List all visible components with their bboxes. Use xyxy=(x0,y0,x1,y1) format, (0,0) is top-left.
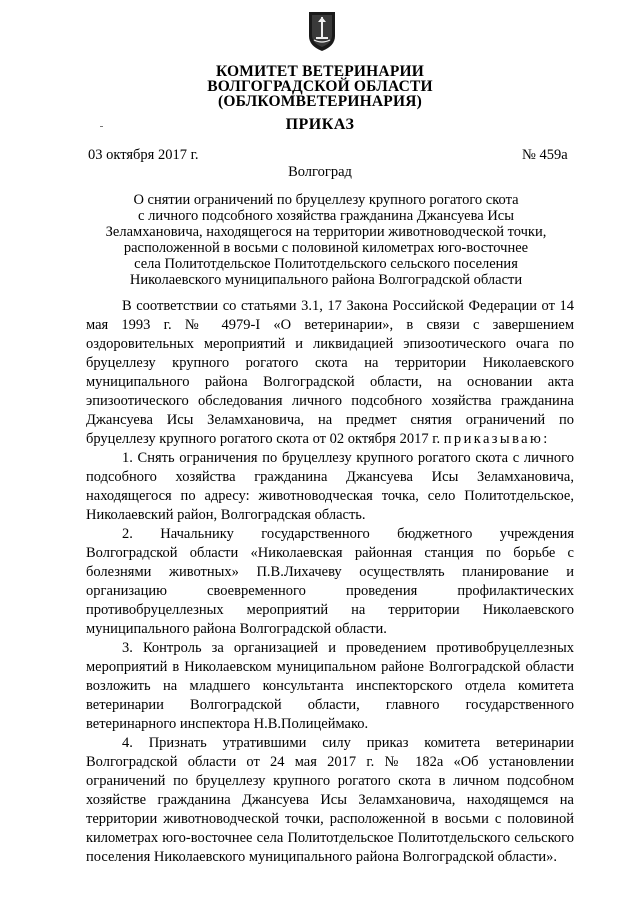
coat-of-arms-icon xyxy=(307,10,337,52)
org-line-1: КОМИТЕТ ВЕТЕРИНАРИИ xyxy=(216,63,424,80)
title-line: Николаевского муниципального района Волгоградской области xyxy=(129,272,523,288)
order-directive: приказываю: xyxy=(443,431,550,447)
order-number: № 459а xyxy=(522,147,568,163)
preamble-paragraph xyxy=(86,297,574,449)
org-line-2: ВОЛГОГРАДСКОЙ ОБЛАСТИ xyxy=(207,78,433,95)
order-city: Волгоград xyxy=(288,164,352,180)
document-type: ПРИКАЗ xyxy=(285,116,355,133)
order-date: 03 октября 2017 г. xyxy=(88,147,199,163)
order-body xyxy=(86,297,574,867)
title-line: с личного подсобного хозяйства гражданина Джансуева Исы xyxy=(138,208,514,224)
order-item-2: 2. Начальнику государственного бюджетного учреждения Волгоградской области «Николаевская районная станция по борьбе с болезнями животных» П.В.Лихачеву осуществлять планирование и организацию своевременного проведения профилактических противобруцеллезных мероприятий на территории Николаевского муниципального района Волгоградской области. xyxy=(86,526,574,637)
title-line: расположенной в восьми с половиной километрах юго-восточнее xyxy=(123,240,529,256)
preamble-text: В соответствии со статьями 3.1, 17 Закона Российской Федерации от 14 мая 1993 г. № 4979-I «О ветеринарии», в связи с завершением оздоровительных мероприятий и ликвидацией эпизоотического очага по бруцеллезу крупного рогатого скота на территории Николаевского муниципального района Волгоградской области, на основании акта эпизоотического обследования личного подсобного хозяйства гражданина Джансуева Исы Зеламхановича, на предмет снятия ограничений по бруцеллезу крупного рогатого скота от 02 октября 2017 г. xyxy=(86,298,574,447)
org-line-3: (ОБЛКОМВЕТЕРИНАРИЯ) xyxy=(218,93,422,110)
order-title xyxy=(96,192,556,288)
title-line: О снятии ограничений по бруцеллезу крупного рогатого скота xyxy=(133,192,519,208)
title-line: села Политотдельское Политотдельского сельского поселения xyxy=(134,256,518,272)
title-line: Зеламхановича, находящегося на территории животноводческой точки, xyxy=(105,224,547,240)
organization-name xyxy=(0,64,640,109)
order-item-1: 1. Снять ограничения по бруцеллезу крупного рогатого скота с личного подсобного хозяйства гражданина Джансуева Исы Зеламхановича, находящегося по адресу: животноводческая точка, село Политотдельское, Николаевский район, Волгоградская область. xyxy=(86,450,574,523)
order-item-3: 3. Контроль за организацией и проведением противобруцеллезных мероприятий в Николаевском муниципальном районе Волгоградской области возложить на младшего консультанта инспекторского отдела комитета ветеринарии Волгоградской области, главного государственного ветеринарного инспектора Н.В.Полицеймако. xyxy=(86,640,574,732)
order-item-4: 4. Признать утратившими силу приказ комитета ветеринарии Волгоградской области от 24 мая 2017 г. № 182а «Об установлении ограничений по бруцеллезу крупного рогатого скота в личном подсобном хозяйстве гражданина Джансуева Исы Зеламхановича, находящемся на территории животноводческой точки, расположенной в восьми с половиной километрах юго-восточнее села Политотдельское Политотдельского сельского поселения Николаевского муниципального района Волгоградской области». xyxy=(86,735,574,865)
